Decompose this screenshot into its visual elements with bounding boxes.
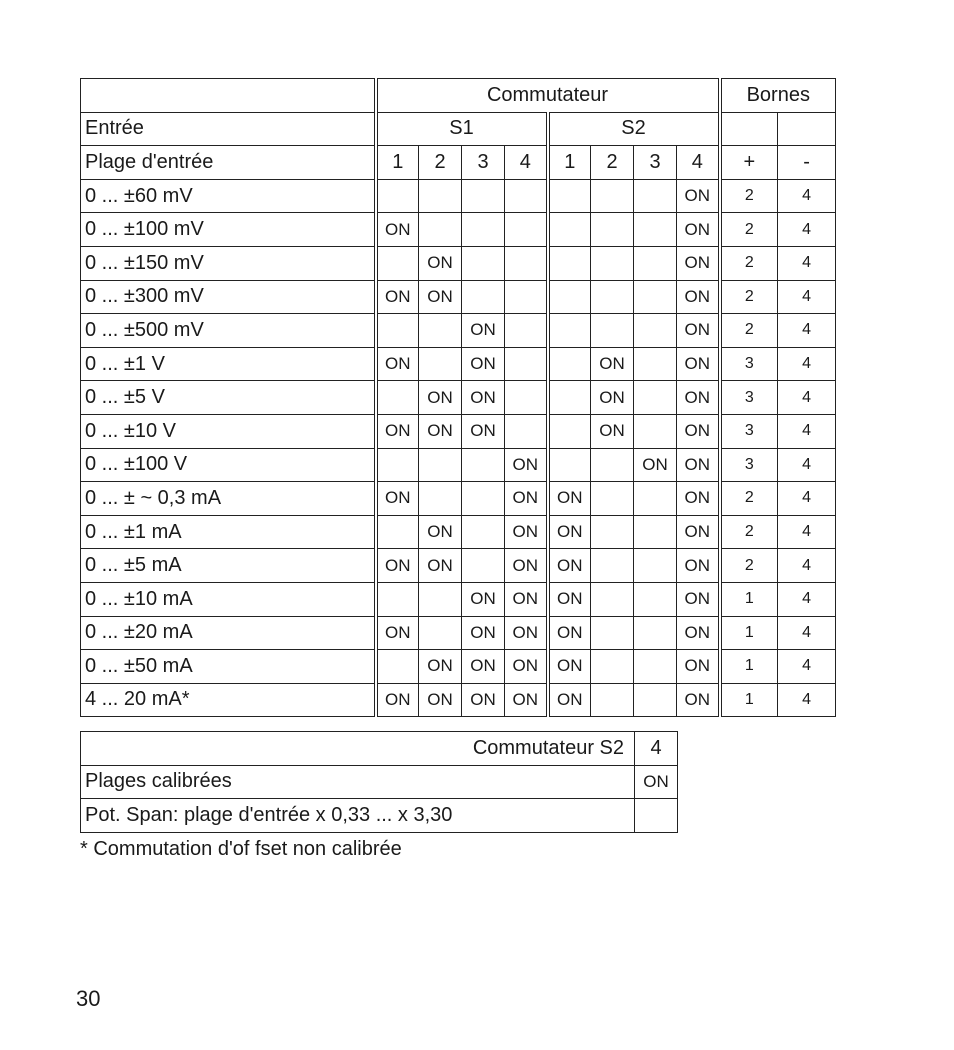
input-range-cell: 0 ... ±300 mV: [81, 280, 376, 314]
s1-switch-cell: [376, 246, 419, 280]
table-row: [81, 582, 836, 616]
switch-number: 2: [419, 146, 462, 180]
s2-switch-cell: ON: [677, 448, 720, 482]
header-row-3: [81, 146, 836, 180]
s2-switch-cell: ON: [548, 515, 591, 549]
s2-switch-cell: [634, 314, 677, 348]
s2-switch-cell: ON: [677, 549, 720, 583]
s2-switch-cell: ON: [677, 213, 720, 247]
plus-terminal-cell: 3: [720, 381, 778, 415]
s2-switch-cell: ON: [677, 347, 720, 381]
input-range-cell: 0 ... ±20 mA: [81, 616, 376, 650]
plus-terminal-cell: 3: [720, 448, 778, 482]
s1-switch-cell: [419, 482, 462, 516]
minus-terminal-cell: 4: [778, 246, 836, 280]
table-row: [81, 314, 836, 348]
bornes-empty-cell: [778, 112, 836, 146]
s1-switch-cell: [505, 246, 548, 280]
s2-switch-cell: [591, 213, 634, 247]
s2-switch-cell: [634, 616, 677, 650]
s2-switch-cell: [591, 650, 634, 684]
cal-row: [81, 799, 678, 833]
plage-label: Plage d'entrée: [81, 146, 376, 180]
s1-switch-cell: ON: [505, 683, 548, 717]
entree-label: Entrée: [81, 112, 376, 146]
s2-switch-cell: [634, 582, 677, 616]
input-range-cell: 0 ... ± ~ 0,3 mA: [81, 482, 376, 516]
switch-number: 4: [677, 146, 720, 180]
s1-switch-cell: ON: [376, 347, 419, 381]
table-row: [81, 650, 836, 684]
s2-switch-cell: ON: [591, 381, 634, 415]
pot-span-value: [635, 799, 678, 833]
s1-switch-cell: ON: [505, 448, 548, 482]
s2-switch-cell: ON: [677, 582, 720, 616]
plages-calibrees-value: ON: [635, 765, 678, 799]
s2-switch-cell: ON: [677, 314, 720, 348]
input-range-cell: 0 ... ±500 mV: [81, 314, 376, 348]
commutateur-header: Commutateur: [376, 79, 720, 113]
minus-terminal-cell: 4: [778, 683, 836, 717]
s1-switch-cell: ON: [376, 280, 419, 314]
s2-switch-cell: [548, 314, 591, 348]
s1-switch-cell: ON: [462, 616, 505, 650]
switch-number: 1: [548, 146, 591, 180]
minus-terminal-cell: 4: [778, 414, 836, 448]
s1-switch-cell: ON: [462, 683, 505, 717]
s1-header: S1: [376, 112, 548, 146]
plus-terminal-header: +: [720, 146, 778, 180]
table-row: [81, 549, 836, 583]
s2-switch-cell: ON: [634, 448, 677, 482]
s1-switch-cell: [505, 381, 548, 415]
minus-terminal-cell: 4: [778, 482, 836, 516]
pot-span-label: Pot. Span: plage d'entrée x 0,33 ... x 3,30: [81, 799, 635, 833]
s2-switch-cell: [634, 549, 677, 583]
s2-switch-cell: [591, 683, 634, 717]
header-row-2: [81, 112, 836, 146]
s2-switch-cell: [548, 448, 591, 482]
minus-terminal-cell: 4: [778, 650, 836, 684]
input-range-cell: 0 ... ±5 mA: [81, 549, 376, 583]
minus-terminal-cell: 4: [778, 549, 836, 583]
table-row: [81, 482, 836, 516]
s1-switch-cell: [462, 448, 505, 482]
input-range-cell: 0 ... ±100 V: [81, 448, 376, 482]
s2-switch-cell: [591, 280, 634, 314]
s1-switch-cell: ON: [419, 246, 462, 280]
plus-terminal-cell: 2: [720, 515, 778, 549]
s2-switch-cell: ON: [677, 515, 720, 549]
plus-terminal-cell: 3: [720, 347, 778, 381]
s2-switch-cell: [548, 246, 591, 280]
input-range-cell: 0 ... ±10 V: [81, 414, 376, 448]
input-range-cell: 0 ... ±10 mA: [81, 582, 376, 616]
s2-switch-cell: [634, 347, 677, 381]
input-range-cell: 0 ... ±1 mA: [81, 515, 376, 549]
s1-switch-cell: [376, 179, 419, 213]
table-row: [81, 515, 836, 549]
s2-switch-cell: ON: [677, 179, 720, 213]
s1-switch-cell: ON: [462, 650, 505, 684]
page-number: 30: [76, 986, 101, 1011]
table-row: [81, 683, 836, 717]
minus-terminal-cell: 4: [778, 448, 836, 482]
table-row: [81, 246, 836, 280]
header-empty-cell: [81, 79, 376, 113]
s1-switch-cell: ON: [376, 616, 419, 650]
s2-switch-cell: [591, 616, 634, 650]
s2-switch-cell: ON: [677, 414, 720, 448]
s1-switch-cell: [505, 213, 548, 247]
s2-switch-cell: [591, 515, 634, 549]
s1-switch-cell: [462, 515, 505, 549]
s1-switch-cell: [505, 280, 548, 314]
s1-switch-cell: [462, 549, 505, 583]
s2-switch-cell: ON: [548, 482, 591, 516]
input-range-cell: 0 ... ±100 mV: [81, 213, 376, 247]
plus-terminal-cell: 2: [720, 179, 778, 213]
s1-switch-cell: ON: [419, 515, 462, 549]
s2-switch-cell: [634, 482, 677, 516]
s2-switch-cell: ON: [591, 347, 634, 381]
s2-switch-cell: [548, 414, 591, 448]
input-range-cell: 0 ... ±1 V: [81, 347, 376, 381]
s1-switch-cell: [419, 314, 462, 348]
s1-switch-cell: [462, 246, 505, 280]
table-row: [81, 414, 836, 448]
minus-terminal-cell: 4: [778, 213, 836, 247]
s1-switch-cell: ON: [505, 549, 548, 583]
s2-switch-cell: [591, 448, 634, 482]
s1-switch-cell: [419, 616, 462, 650]
s2-switch-cell: [634, 650, 677, 684]
s1-switch-cell: ON: [505, 650, 548, 684]
s1-switch-cell: [376, 650, 419, 684]
table-row: [81, 347, 836, 381]
s1-switch-cell: ON: [419, 381, 462, 415]
s1-switch-cell: [419, 179, 462, 213]
minus-terminal-cell: 4: [778, 381, 836, 415]
plus-terminal-cell: 2: [720, 314, 778, 348]
plus-terminal-cell: 1: [720, 683, 778, 717]
s2-switch-cell: [634, 381, 677, 415]
s1-switch-cell: [505, 314, 548, 348]
plus-terminal-cell: 2: [720, 280, 778, 314]
s2-switch-cell: [591, 246, 634, 280]
table-row: [81, 213, 836, 247]
s1-switch-cell: [462, 213, 505, 247]
input-range-cell: 0 ... ±50 mA: [81, 650, 376, 684]
s1-switch-cell: [419, 213, 462, 247]
s2-switch-cell: ON: [677, 381, 720, 415]
s2-switch-cell: [548, 347, 591, 381]
header-row-1: [81, 79, 836, 113]
s1-switch-cell: ON: [505, 515, 548, 549]
s1-switch-cell: [462, 482, 505, 516]
s1-switch-cell: [419, 582, 462, 616]
s1-switch-cell: ON: [376, 213, 419, 247]
s1-switch-cell: ON: [376, 549, 419, 583]
s2-switch-cell: ON: [677, 616, 720, 650]
s2-header: S2: [548, 112, 720, 146]
s1-switch-cell: ON: [462, 381, 505, 415]
s1-switch-cell: [505, 179, 548, 213]
switch-number: 4: [505, 146, 548, 180]
s2-switch-cell: [548, 280, 591, 314]
s1-switch-cell: [505, 414, 548, 448]
s2-switch-4-header: 4: [635, 732, 678, 766]
commutateur-s2-label: Commutateur S2: [81, 732, 635, 766]
switch-number: 2: [591, 146, 634, 180]
input-range-cell: 4 ... 20 mA*: [81, 683, 376, 717]
s2-switch-cell: [634, 179, 677, 213]
plus-terminal-cell: 2: [720, 213, 778, 247]
s1-switch-cell: [505, 347, 548, 381]
plus-terminal-cell: 2: [720, 549, 778, 583]
table-row: [81, 616, 836, 650]
input-range-cell: 0 ... ±150 mV: [81, 246, 376, 280]
s1-switch-cell: ON: [419, 549, 462, 583]
s2-switch-cell: ON: [548, 683, 591, 717]
minus-terminal-cell: 4: [778, 582, 836, 616]
s1-switch-cell: ON: [376, 482, 419, 516]
s2-switch-cell: ON: [548, 549, 591, 583]
s2-switch-cell: [591, 179, 634, 213]
s2-switch-cell: [634, 213, 677, 247]
minus-terminal-cell: 4: [778, 314, 836, 348]
s2-switch-cell: ON: [548, 650, 591, 684]
s2-switch-cell: [634, 515, 677, 549]
plus-terminal-cell: 2: [720, 246, 778, 280]
s1-switch-cell: [376, 314, 419, 348]
s2-switch-cell: ON: [677, 482, 720, 516]
s2-switch-cell: ON: [677, 650, 720, 684]
s1-switch-cell: [419, 448, 462, 482]
s1-switch-cell: ON: [505, 616, 548, 650]
table-row: [81, 448, 836, 482]
switch-settings-table: [80, 78, 836, 717]
s2-switch-cell: ON: [591, 414, 634, 448]
s1-switch-cell: [419, 347, 462, 381]
s1-switch-cell: [462, 280, 505, 314]
cal-row: [81, 765, 678, 799]
s1-switch-cell: ON: [462, 582, 505, 616]
table-row: [81, 280, 836, 314]
cal-header-row: [81, 732, 678, 766]
switch-number: 3: [462, 146, 505, 180]
minus-terminal-cell: 4: [778, 179, 836, 213]
s1-switch-cell: ON: [462, 414, 505, 448]
s1-switch-cell: ON: [419, 280, 462, 314]
s1-switch-cell: [462, 179, 505, 213]
minus-terminal-cell: 4: [778, 347, 836, 381]
minus-terminal-header: -: [778, 146, 836, 180]
input-range-cell: 0 ... ±60 mV: [81, 179, 376, 213]
plages-calibrees-label: Plages calibrées: [81, 765, 635, 799]
s2-switch-cell: [548, 381, 591, 415]
s1-switch-cell: [376, 515, 419, 549]
s1-switch-cell: ON: [419, 650, 462, 684]
s1-switch-cell: ON: [462, 314, 505, 348]
s1-switch-cell: ON: [505, 482, 548, 516]
input-range-cell: 0 ... ±5 V: [81, 381, 376, 415]
plus-terminal-cell: 1: [720, 582, 778, 616]
minus-terminal-cell: 4: [778, 515, 836, 549]
s2-switch-cell: [634, 280, 677, 314]
bornes-header: Bornes: [720, 79, 836, 113]
footnote: * Commutation d'of fset non calibrée: [80, 838, 402, 860]
s2-switch-cell: [634, 683, 677, 717]
plus-terminal-cell: 1: [720, 616, 778, 650]
s2-switch-cell: [634, 246, 677, 280]
s1-switch-cell: [376, 582, 419, 616]
s2-switch-cell: [591, 582, 634, 616]
switch-number: 1: [376, 146, 419, 180]
plus-terminal-cell: 3: [720, 414, 778, 448]
s1-switch-cell: ON: [419, 683, 462, 717]
table-row: [81, 381, 836, 415]
s2-switch-cell: ON: [677, 683, 720, 717]
s2-switch-cell: [591, 549, 634, 583]
s2-switch-cell: ON: [677, 246, 720, 280]
s1-switch-cell: ON: [419, 414, 462, 448]
s1-switch-cell: [376, 448, 419, 482]
calibration-table: [80, 731, 678, 833]
s1-switch-cell: ON: [376, 683, 419, 717]
s2-switch-cell: [591, 482, 634, 516]
s1-switch-cell: [376, 381, 419, 415]
s1-switch-cell: ON: [462, 347, 505, 381]
s1-switch-cell: ON: [376, 414, 419, 448]
s2-switch-cell: [548, 213, 591, 247]
s2-switch-cell: [591, 314, 634, 348]
plus-terminal-cell: 2: [720, 482, 778, 516]
s1-switch-cell: ON: [505, 582, 548, 616]
s2-switch-cell: [634, 414, 677, 448]
s2-switch-cell: [548, 179, 591, 213]
table-row: [81, 179, 836, 213]
minus-terminal-cell: 4: [778, 616, 836, 650]
minus-terminal-cell: 4: [778, 280, 836, 314]
s2-switch-cell: ON: [677, 280, 720, 314]
bornes-empty-cell: [720, 112, 778, 146]
switch-number: 3: [634, 146, 677, 180]
plus-terminal-cell: 1: [720, 650, 778, 684]
s2-switch-cell: ON: [548, 582, 591, 616]
s2-switch-cell: ON: [548, 616, 591, 650]
